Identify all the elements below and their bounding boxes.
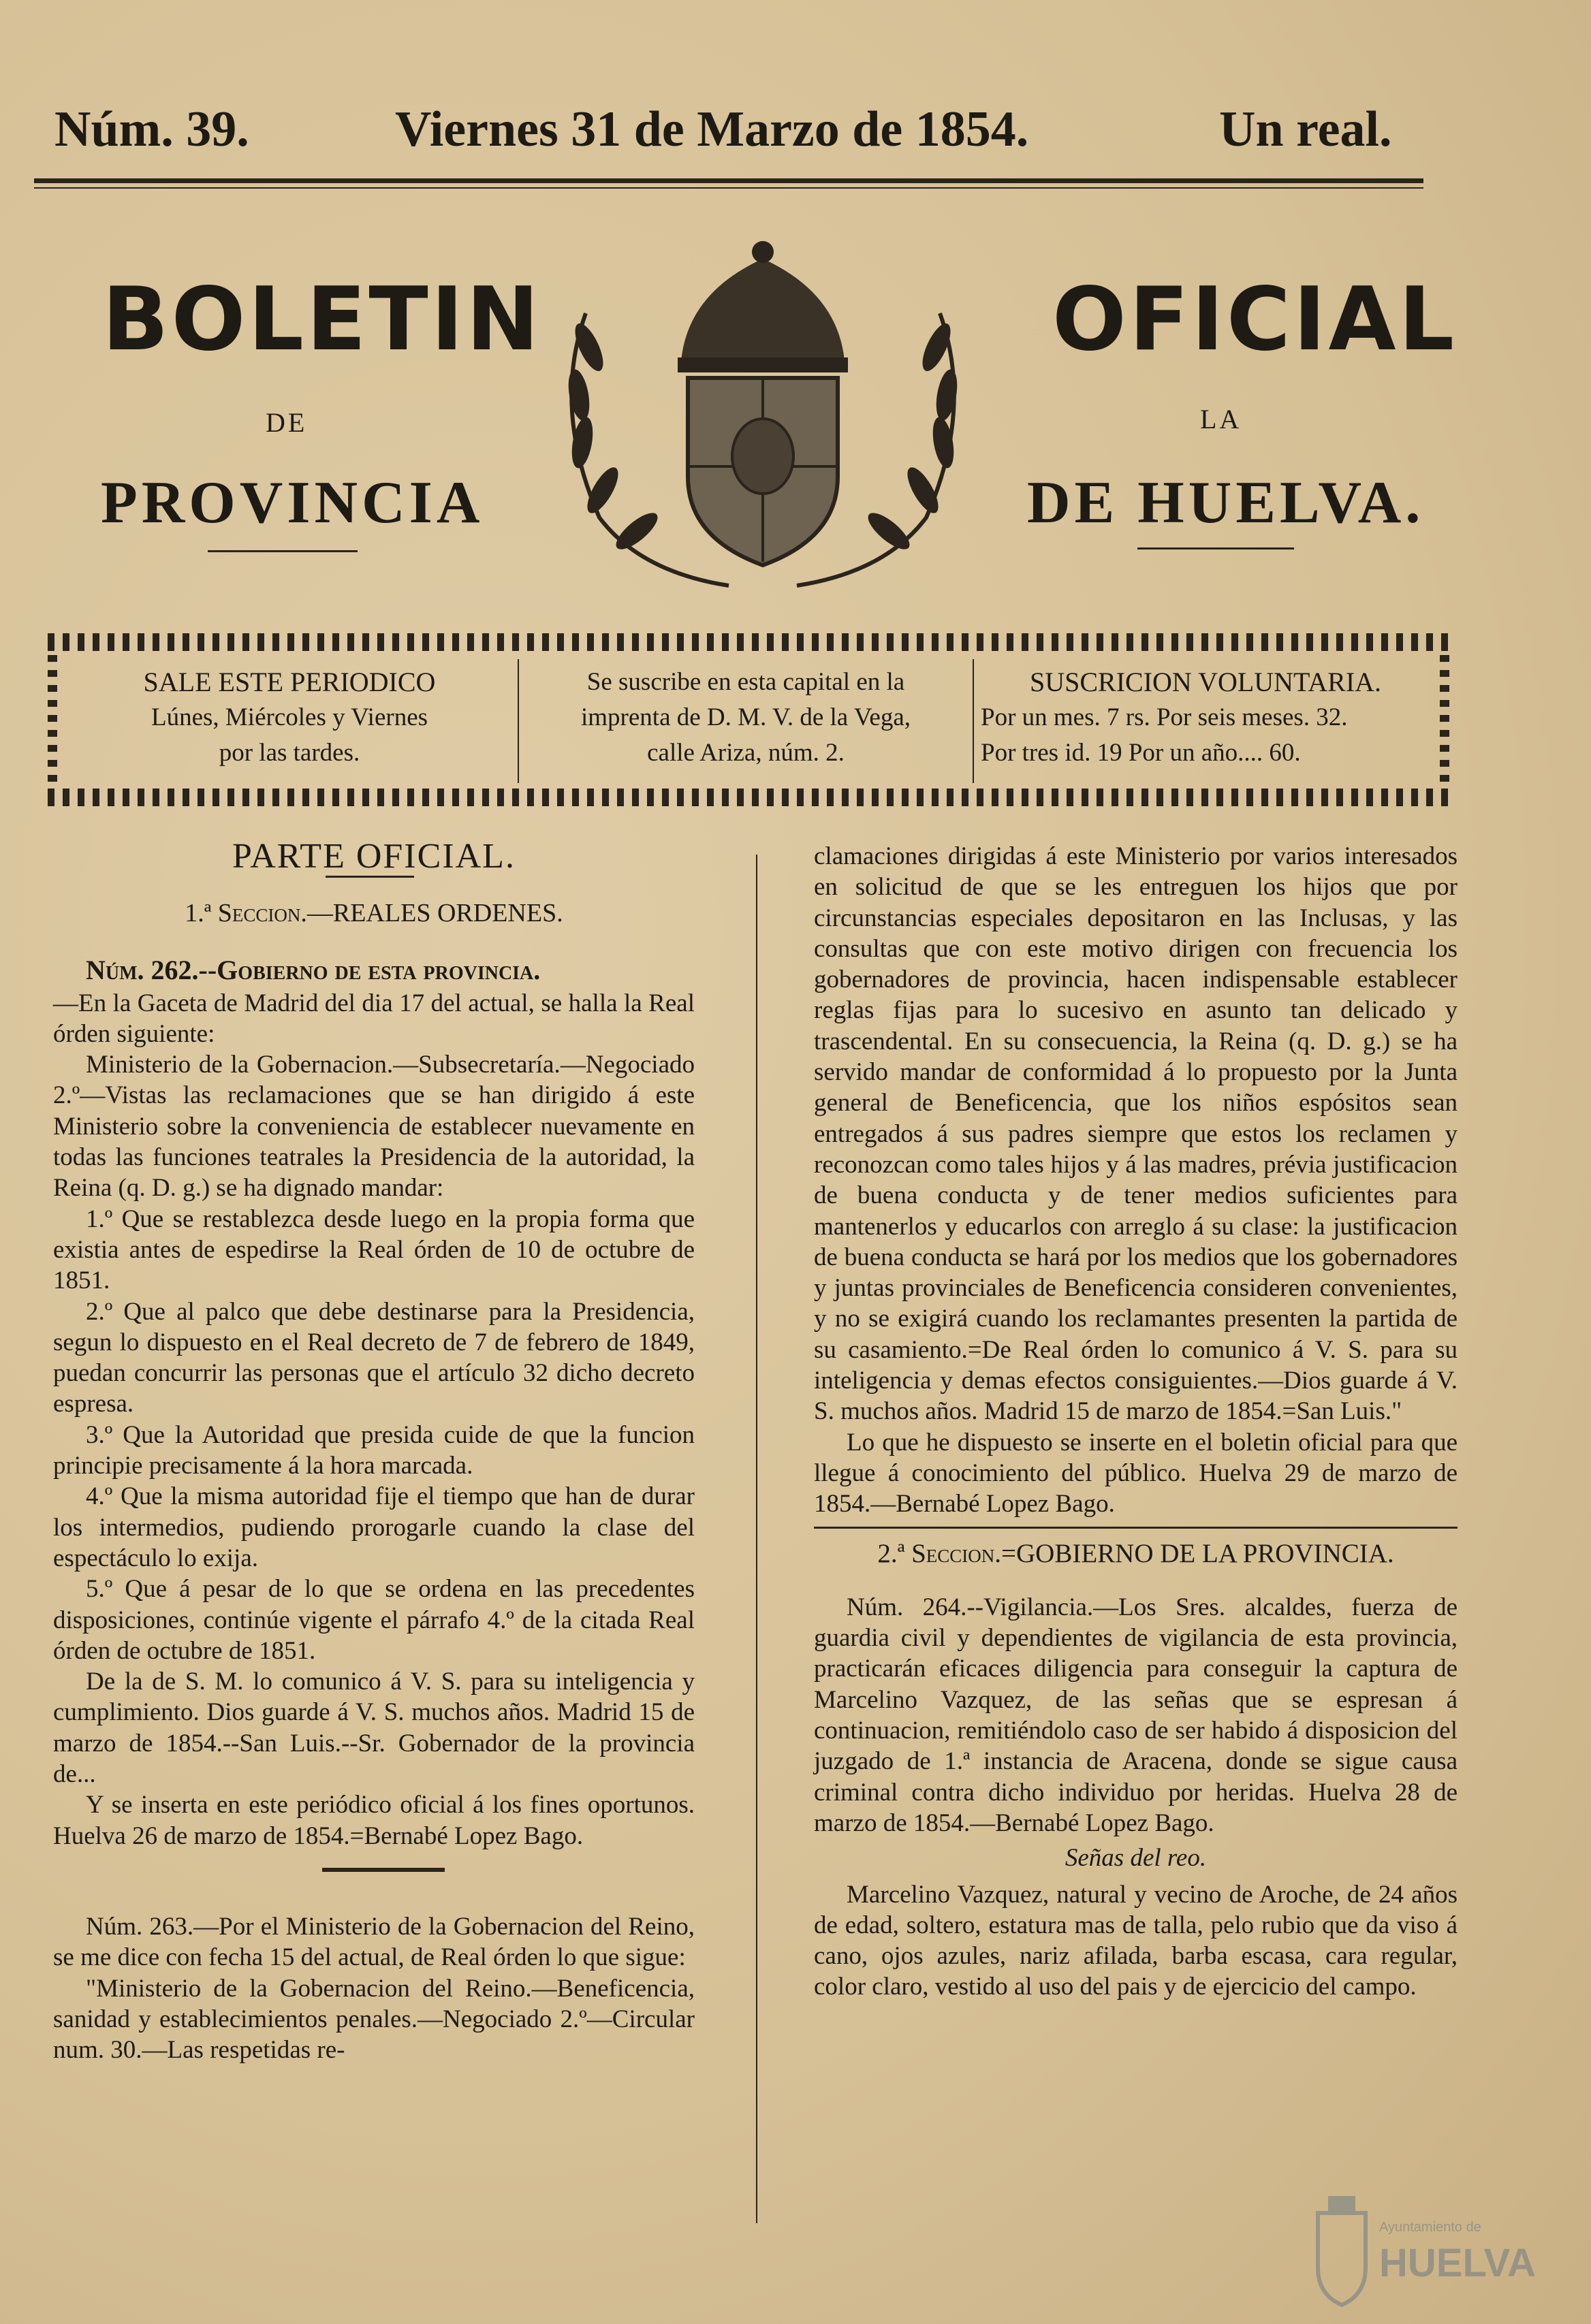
heading-ornament — [326, 876, 414, 878]
masthead-ornament-right — [1137, 547, 1294, 550]
circular-continuation: clamaciones dirigidas á este Ministerio por varios interesados en solicitud de que se les entreguen los hijos que por circunstancias especiales depositaron en las Inclusas, y las consultas que con este motivo dirigen con frecuencia los gobernadores de provincia, hacen indispensable establecer reglas fijas para lo sucesivo en asunto tan delicado y trascendental. En su consecuencia, la Reina (q. D. g.) se ha servido mandar de conformidad á lo propuesto por la Junta general de Beneficencia, que los niños espósitos sean entregados á sus padres siempre que estos los reclamen y reconozcan como tales hijos y á las madres, prévia justificacion de buena conducta y de tener medios suficientes para mantenerlos y educarlos con arreglo á su clase: la justificacion de buena conducta se hará por los medios que los gobernadores y juntas provinciales de Beneficencia consideren convenientes, y no se exigirá cuando los reclamantes presenten la partida de su casamiento.=De Real órden lo comunico á V. S. para su inteligencia y demas efectos consiguientes.—Dios guarde á V. S. muchos años. Madrid 15 de marzo de 1854.=San Luis." — [814, 842, 1458, 1426]
box-border-right — [1440, 655, 1449, 784]
section-2-title: 2.ª Seccion.=GOBIERNO DE LA PROVINCIA. — [877, 1538, 1394, 1568]
header-rule — [34, 178, 1423, 183]
issue-header — [54, 101, 1430, 158]
article-separator — [322, 1868, 445, 1872]
n262-item: 3.º Que la Autoridad que presida cuide de que la funcion principie precisamente á la hora marcada. — [53, 1420, 695, 1480]
box-border-left — [48, 655, 57, 784]
box-divider-1 — [518, 659, 519, 783]
watermark-text: HUELVA — [1379, 2241, 1536, 2285]
masthead-de: DE — [266, 407, 308, 438]
publication-schedule: SALE ESTE PERIODICO Lúnes, Miércoles y Viernes por las tardes. — [143, 667, 436, 767]
n262-item: 5.º Que á pesar de lo que se ordena en las precedentes disposiciones, continúe vigente el párrafo 4.º de la citada Real órden de octubre de 1851. — [53, 1575, 695, 1665]
n262-paragraph: De la de S. M. lo comunico á V. S. para su inteligencia y cumplimiento. Dios guarde á V. S. muchos años. Madrid 15 de marzo de 1854.--San Luis.--Sr. Gobernador de la provincia de... — [53, 1668, 695, 1789]
box-border-top — [48, 633, 1451, 651]
masthead-oficial: OFICIAL — [1052, 269, 1458, 370]
box-border-bottom — [48, 789, 1451, 806]
left-column — [53, 837, 695, 2065]
right-column — [814, 841, 1458, 2003]
city-shield-icon — [1311, 2193, 1372, 2308]
masthead-boletin: BOLETIN — [102, 269, 542, 370]
n262-item: 1.º Que se restablezca desde luego en la propia forma que existia antes de espedirse la Real órden de 10 de octubre de 1851. — [53, 1205, 695, 1295]
n263-paragraph: "Ministerio de la Gobernacion del Reino.—Beneficencia, sanidad y establecimientos penales.—Negociado 2.º—Circular num. 30.—Las respetidas re- — [53, 1974, 695, 2065]
subscription-location: Se suscribe en esta capital en la imprenta de D. M. V. de la Vega, calle Ariza, núm. 2. — [581, 668, 911, 767]
n262-paragraph: Ministerio de la Gobernacion.—Subsecretaría.—Negociado 2.º—Vistas las reclamaciones que se han dirigido á este Ministerio sobre la conveniencia de establecer nuevamente en todas las funciones teatrales la Presidencia de la autoridad, la Reina (q. D. g.) se ha dignado mandar: — [53, 1051, 695, 1203]
n263-paragraph: Núm. 263.—Por el Ministerio de la Gobernacion del Reino, se me dice con fecha 15 del actual, de Real órden lo que sigue: — [53, 1912, 695, 1972]
n262-paragraph: —En la Gaceta de Madrid del dia 17 del actual, se halla la Real órden siguiente: — [53, 989, 695, 1048]
watermark-caption: Ayuntamiento de — [1379, 2220, 1481, 2235]
masthead-provincia: PROVINCIA — [101, 470, 484, 536]
subscription-prices: SUSCRICION VOLUNTARIA. Por un mes. 7 rs. Por seis meses. 32. Por tres id. 19 Por un año.... 60. — [981, 667, 1382, 767]
section-1-title: 1.ª Seccion.—REALES ORDENES. — [185, 899, 563, 928]
n264-paragraph: Núm. 264.--Vigilancia.—Los Sres. alcaldes, fuerza de guardia civil y dependientes de vigilancia de esta provincia, practicarán eficaces diligencia para conseguir la captura de Marcelino Vazquez, de las señas que se espresan á continuacion, remitiéndolo caso de ser habido á disposicion del juzgado de 1.ª instancia de Aracena, donde se sigue causa criminal contra dicho individuo por heridas. Huelva 28 de marzo de 1854.—Bernabé Lopez Bago. — [814, 1593, 1458, 1837]
box-divider-2 — [973, 659, 974, 783]
senas-paragraph: Marcelino Vazquez, natural y vecino de Aroche, de 24 años de edad, soltero, estatura mas de talla, pelo rubio que da viso á cano, ojos azules, nariz afilada, barba escasa, cara regular, color claro, vestido al uso del pais y de ejercicio del campo. — [814, 1880, 1458, 2001]
issue-date: Viernes 31 de Marzo de 1854. — [395, 101, 1029, 157]
parte-oficial-heading: PARTE OFICIAL. — [232, 837, 516, 876]
masthead-la: LA — [1200, 404, 1242, 434]
royal-coat-of-arms-icon — [524, 232, 1001, 599]
senas-title: Señas del reo. — [1065, 1844, 1207, 1873]
archive-watermark — [1311, 2193, 1536, 2315]
n262-item: 4.º Que la misma autoridad fije el tiempo que han de durar los intermedios, pudiendo prorogarle cuando la clase del espectáculo lo exija. — [53, 1482, 695, 1572]
issue-price: Un real. — [1219, 101, 1392, 157]
column-divider — [756, 855, 757, 2223]
masthead-ornament-left — [208, 550, 358, 552]
issue-number: Núm. 39. — [54, 101, 249, 157]
masthead-de-huelva: DE HUELVA. — [1027, 470, 1425, 536]
n262-paragraph: Y se inserta en este periódico oficial á los fines oportunos. Huelva 26 de marzo de 1854.=Bernabé Lopez Bago. — [53, 1791, 695, 1850]
n262-item: 2.º Que al palco que debe destinarse para la Presidencia, segun lo dispuesto en el Real decreto de 7 de febrero de 1849, puedan concurrir las personas que el artículo 32 dicho decreto espresa. — [53, 1297, 695, 1418]
header-rule-thin — [34, 187, 1423, 189]
n263-closing: Lo que he dispuesto se inserte en el boletin oficial para que llegue á conocimiento del público. Huelva 29 de marzo de 1854.—Bernabé Lopez Bago. — [814, 1428, 1458, 1518]
n262-lead: Núm. 262.--Gobierno de esta provincia. — [86, 954, 541, 985]
section-rule — [814, 1527, 1458, 1529]
